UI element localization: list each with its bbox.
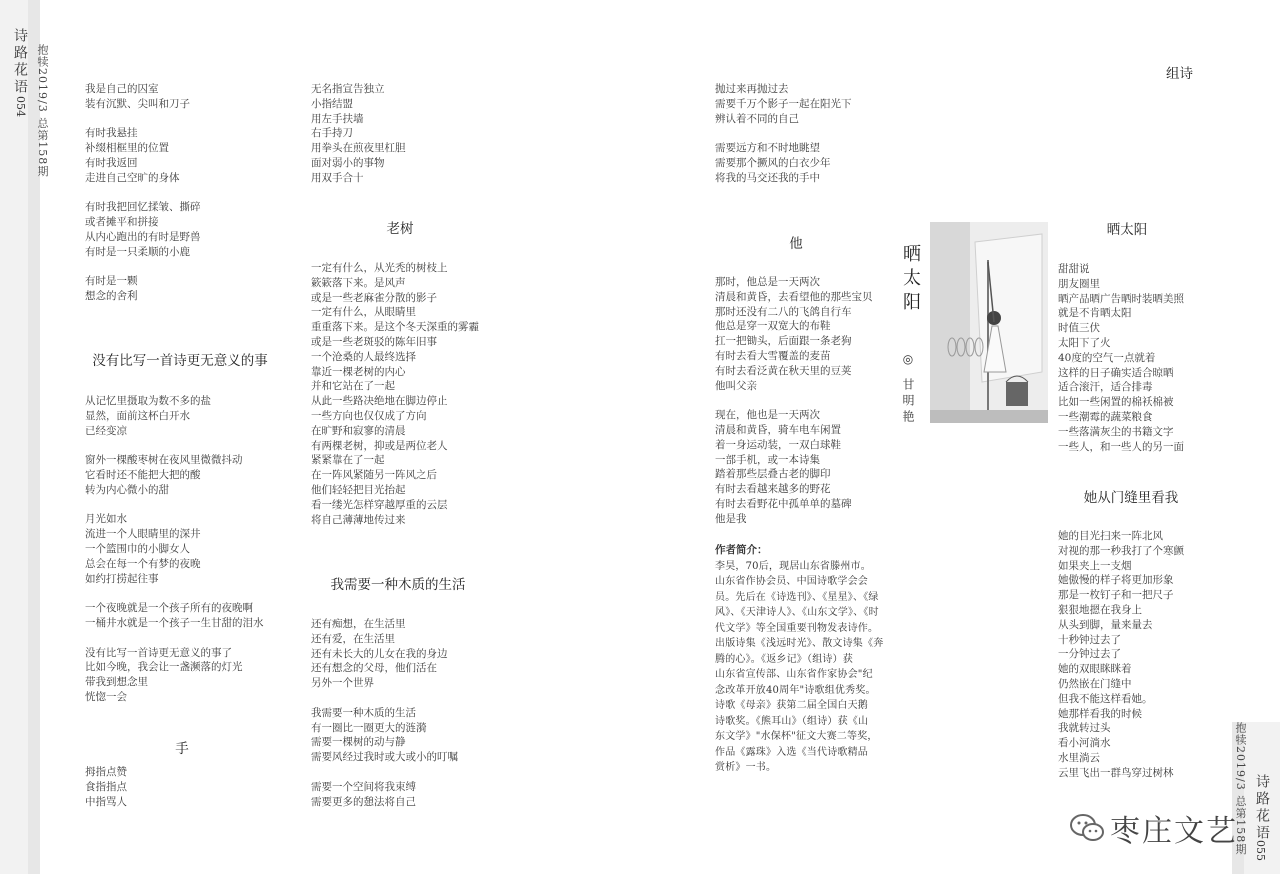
poem-line: 现在，他也是一天两次 <box>715 409 820 422</box>
stanza <box>715 141 852 185</box>
col2-top-stanzas <box>311 82 406 200</box>
poem-line: 还有痴想，在生活里 <box>311 618 406 630</box>
poem-line: 补缀相框里的位置 <box>85 142 169 155</box>
poem-sun-body <box>1058 262 1184 469</box>
bio-line: 赏析》一书。 <box>715 762 777 773</box>
poem-line: 一个夜晚就是一个孩子所有的夜晚啊 <box>85 602 253 615</box>
bio-line: 山东省作协会员、中国诗歌学会会 <box>715 576 868 587</box>
right-edge-tab <box>1232 722 1280 874</box>
poem-line: 需要一棵树的动与静 <box>311 736 406 749</box>
poem-line: 从头到脚，量来量去 <box>1058 618 1153 631</box>
stanza <box>311 780 458 810</box>
poem-line: 有时去看泛黄在秋天里的豆荚 <box>715 364 852 377</box>
poem-line: 或是一些老麻雀分散的影子 <box>311 291 437 304</box>
left-edge-tab <box>0 0 49 874</box>
stanza <box>85 394 264 438</box>
poem-line: 我需要一种木质的生活 <box>311 706 416 719</box>
series-label: 组诗 <box>1166 66 1193 82</box>
poem-line: 十秒钟过去了 <box>1058 633 1121 646</box>
poem-line: 我就转过头 <box>1058 722 1111 735</box>
poem-line: 有时我悬挂 <box>85 127 138 140</box>
illustration <box>930 222 1048 423</box>
poem-line: 有时我把回忆揉皱、撕碎 <box>85 201 201 214</box>
poem-line: 时值三伏 <box>1058 322 1100 335</box>
section-title-right: 诗路花语 <box>1254 774 1270 842</box>
poem-line: 她傲慢的样子将更加形象 <box>1058 574 1174 587</box>
stanza <box>311 617 458 691</box>
poem-line: 她的双眼眯眯着 <box>1058 663 1132 676</box>
bio-line: 李昊，70后，现居山东省滕州市。 <box>715 560 871 572</box>
poem-line: 从此一些路决绝地在脚边停止 <box>311 395 448 408</box>
poem-title-sun: 晒太阳 <box>1106 222 1148 238</box>
bio-line: 员。先后在《诗选刊》、《星星》、《绿 <box>715 591 879 603</box>
poem-title-him: 他 <box>789 236 803 252</box>
poem-line: 已经变凉 <box>85 424 127 437</box>
poem-line: 小指结盟 <box>311 97 353 110</box>
poem-line: 流进一个人眼睛里的深井 <box>85 528 201 541</box>
poem-line: 还有爱，在生活里 <box>311 632 395 645</box>
poem-line: 用左手扶墙 <box>311 112 364 125</box>
stanza <box>715 275 873 393</box>
poem-line: 有时去看越来越多的野花 <box>715 483 831 496</box>
poem-line: 中指骂人 <box>85 795 127 808</box>
stanza <box>85 453 264 497</box>
poem-line: 窗外一棵酸枣树在夜风里微微抖动 <box>85 454 243 467</box>
stanza <box>85 200 201 259</box>
bio-line: 作品《露珠》入选《当代诗歌精品 <box>715 746 868 758</box>
watermark-text: 枣庄文艺 <box>1110 814 1238 849</box>
bio-line: 念改革开放40周年"诗歌组优秀奖。 <box>715 684 876 696</box>
poem-line: 云里飞出一群鸟穿过树林 <box>1058 766 1174 779</box>
stanza <box>85 82 201 112</box>
stanza <box>311 706 458 765</box>
poem-line: 晒产品晒广告晒时装晒美照 <box>1058 292 1184 305</box>
poem-line: 用双手合十 <box>311 171 364 184</box>
poem-line: 一桶井水就是一个孩子一生甘甜的泪水 <box>85 616 264 629</box>
stanza <box>1058 262 1184 454</box>
poem-line: 用拳头在煎夜里杠胆 <box>311 142 406 155</box>
poem-line: 没有比写一首诗更无意义的事了 <box>85 646 232 659</box>
poem-line: 月光如水 <box>85 513 127 526</box>
poem-line: 总会在每一个有梦的夜晚 <box>85 557 201 570</box>
poem-line: 适合滚汗，适合排毒 <box>1058 381 1153 394</box>
poem-line: 这样的日子确实适合晾晒 <box>1058 366 1174 379</box>
poem-line: 一些人，和一些人的另一面 <box>1058 440 1184 453</box>
wechat-icon <box>1070 813 1104 843</box>
poem-line: 装有沉默、尖叫和刀子 <box>85 97 190 110</box>
bio-line: 诗歌《母亲》获第二届全国白天鹅 <box>715 700 868 711</box>
poem-line: 有时是一只柔顺的小鹿 <box>85 245 190 258</box>
poem-line: 将自己薄薄地传过来 <box>311 513 406 526</box>
feature-title: 晒太阳 <box>900 244 921 316</box>
poem-line: 一个篮围巾的小脚女人 <box>85 542 190 555</box>
poem-line: 但我不能这样看她。 <box>1058 692 1153 705</box>
poem-line: 带我到想念里 <box>85 676 148 689</box>
poem-line: 转为内心微小的甜 <box>85 483 169 496</box>
bio-line: 腾的心》。《返乡记》（组诗）获 <box>715 653 853 665</box>
poem-line: 辨认着不同的自己 <box>715 112 799 125</box>
stanza <box>311 261 479 527</box>
poem-line: 需要那个撅风的白衣少年 <box>715 156 831 169</box>
poem-line: 食指指点 <box>85 780 127 793</box>
poem-line: 她那样看我的时候 <box>1058 707 1142 720</box>
poem-line: 或者摊平和拼接 <box>85 216 159 229</box>
poem-line: 右手持刀 <box>311 127 353 140</box>
poem-line: 如约打捞起往事 <box>85 572 159 585</box>
wechat-watermark <box>1070 806 1238 850</box>
bio-label: 作者简介： <box>715 544 768 556</box>
bio-line: 山东省宣传部、山东省作家协会"纪 <box>715 669 873 680</box>
poem-line: 有一圈比一圈更大的涟漪 <box>311 721 427 734</box>
poem-line: 有时我返回 <box>85 156 138 169</box>
stanza <box>715 408 873 526</box>
poem-line: 那时，他总是一天两次 <box>715 276 820 288</box>
poem-title-wood: 我需要一种木质的生活 <box>330 577 466 593</box>
col3-top-stanzas <box>715 82 852 200</box>
poem-line: 想念的舍利 <box>85 290 138 303</box>
poem-line: 一部手机，或一本诗集 <box>715 453 820 466</box>
poem-line: 一些落满灰尘的书籍文字 <box>1058 425 1174 438</box>
poem-line: 靠近一棵老树的内心 <box>311 365 406 378</box>
poem-him-body <box>715 275 873 541</box>
poem-line: 比如一些闲置的棉袄棉被 <box>1058 396 1174 409</box>
bio-line: 代文学》等全国重要刊物发表诗作。 <box>715 622 879 634</box>
stanza <box>85 274 201 304</box>
page-number-right: 055 <box>1254 840 1267 861</box>
poem-line: 它看时还不能把大把的酸 <box>85 468 201 481</box>
poem-line: 从内心跑出的有时是野兽 <box>85 230 201 243</box>
poem-line: 踏着那些层叠古老的脚印 <box>715 468 831 481</box>
poem-line: 比如今晚，我会让一盏濒落的灯光 <box>85 661 243 674</box>
poem-line: 显然，面前这杯白开水 <box>85 409 190 422</box>
poem-door-body <box>1058 529 1184 795</box>
poem-line: 就是不肯晒太阳 <box>1058 307 1132 320</box>
poem-line: 或是一些老斑驳的陈年旧事 <box>311 335 437 348</box>
poem-title-tree: 老树 <box>386 221 414 237</box>
stanza <box>1058 529 1184 781</box>
poem-line: 无名指宣告独立 <box>311 83 385 95</box>
poem-line: 从记忆里摄取为数不多的盐 <box>85 395 211 407</box>
poem-line: 有时去看野花中孤单单的墓碑 <box>715 497 852 510</box>
poem-line: 如果夹上一支烟 <box>1058 559 1132 572</box>
poem-line: 我是自己的囚室 <box>85 83 159 95</box>
stanza <box>85 512 264 586</box>
poem-line: 太阳下了火 <box>1058 336 1111 349</box>
issue-label-right: 抱犊2019/3 总第158期 <box>1234 722 1247 856</box>
poem-line: 那时还没有二八的飞鸽自行车 <box>715 305 852 318</box>
poem-tree-body <box>311 261 479 542</box>
poem-line: 40度的空气一点就着 <box>1058 351 1156 364</box>
bio-line: 诗歌奖。《熊耳山》（组诗）获《山 <box>715 715 869 727</box>
poem-line: 他总是穿一双宽大的布鞋 <box>715 320 831 333</box>
poem-line: 她的目光扫来一阵北风 <box>1058 530 1163 542</box>
poem-line: 走进自己空旷的身体 <box>85 171 180 184</box>
poem-line: 着一身运动装，一双白球鞋 <box>715 438 841 451</box>
poem-line: 仍然嵌在门缝中 <box>1058 677 1132 690</box>
poem-line: 在旷野和寂寥的清晨 <box>311 424 406 437</box>
poem-line: 面对弱小的事物 <box>311 156 385 169</box>
poem-line: 一定有什么，从光秃的树枝上 <box>311 262 448 274</box>
poem-title-door: 她从门缝里看我 <box>1083 490 1179 506</box>
poem-line: 需要风经过我时或大或小的叮嘱 <box>311 751 458 764</box>
col1-top-stanzas <box>85 82 201 319</box>
poem-line: 清晨和黄昏，去看望他的那些宝贝 <box>715 290 873 303</box>
poem-line: 还有未长大的儿女在我的身边 <box>311 647 448 660</box>
poem-line: 抛过来再抛过去 <box>715 83 789 95</box>
poem-line: 将我的马交还我的手中 <box>715 171 820 184</box>
author-bio <box>715 543 893 776</box>
poem-line: 在一阵风紧随另一阵风之后 <box>311 469 437 482</box>
poem-line: 并和它站在了一起 <box>311 380 395 393</box>
bio-line: 东文学》"水保杯"征文大赛二等奖， <box>715 731 878 742</box>
girl-drying-sheet-illustration <box>930 222 1048 423</box>
poem-line: 另外一个世界 <box>311 677 374 690</box>
poem-line: 拇指点赞 <box>85 766 127 778</box>
poem-line: 恍惚一会 <box>85 690 127 703</box>
poem-line: 重重落下来。是这个冬天深重的雾霾 <box>311 321 479 334</box>
feature-author: ◎ 甘明艳 <box>901 352 915 426</box>
stanza <box>85 765 127 809</box>
poem-title-meaningless: 没有比写一首诗更无意义的事 <box>92 353 268 369</box>
poem-wood-body <box>311 617 458 824</box>
poem-line: 那是一枚钉子和一把尺子 <box>1058 589 1174 602</box>
poem-line: 一些潮霉的蔬菜粮食 <box>1058 410 1153 423</box>
poem-line: 他们轻轻把目光抬起 <box>311 483 406 496</box>
poem-line: 簌簌落下来。是风声 <box>311 276 406 289</box>
poem-line: 扛一把锄头，后面跟一条老狗 <box>715 335 852 348</box>
poem-line: 清晨和黄昏，骑车电车闲置 <box>715 423 841 436</box>
stanza <box>85 646 264 705</box>
poem-line: 看一缕光怎样穿越厚重的云层 <box>311 498 448 511</box>
stanza <box>85 126 201 185</box>
poem-line: 需要更多的憩法将自己 <box>311 795 416 808</box>
bio-lines <box>715 559 893 776</box>
poem-line: 一个沧桑的人最终选择 <box>311 350 416 363</box>
poem-line: 紧紧靠在了一起 <box>311 454 385 467</box>
poem-line: 狠狠地摁在我身上 <box>1058 603 1142 616</box>
poem-meaningless-body <box>85 394 264 720</box>
poem-line: 需要一个空间将我束缚 <box>311 780 416 793</box>
bio-line: 风》、《天津诗人》、《山东文学》、《时 <box>715 607 879 618</box>
poem-line: 他是我 <box>715 512 747 525</box>
poem-line: 需要远方和不时地眺望 <box>715 142 820 155</box>
poem-line: 他叫父亲 <box>715 379 757 392</box>
poem-hand-body <box>85 765 127 824</box>
poem-line: 有两棵老树，抑或是两位老人 <box>311 439 448 452</box>
bio-line: 出版诗集《浅远时光》、散文诗集《奔 <box>715 638 884 649</box>
issue-label: 抱犊2019/3 总第158期 <box>36 44 49 178</box>
poem-line: 一定有什么，从眼睛里 <box>311 306 416 319</box>
stanza <box>715 82 852 126</box>
stanza <box>85 601 264 631</box>
poem-line: 一些方向也仅仅成了方向 <box>311 409 427 422</box>
poem-line: 看小河淌水 <box>1058 737 1111 750</box>
poem-line: 甜甜说 <box>1058 263 1090 275</box>
poem-line: 水里淌云 <box>1058 751 1100 764</box>
poem-line: 还有想念的父母，他们活在 <box>311 662 437 675</box>
poem-line: 朋友圈里 <box>1058 277 1100 290</box>
poem-line: 需要千万个影子一起在阳光下 <box>715 97 852 110</box>
poem-line: 有时去看大雪覆盖的麦苗 <box>715 349 831 362</box>
poem-line: 对视的那一秒我打了个寒颤 <box>1058 544 1184 557</box>
section-title: 诗路花语 <box>12 28 28 96</box>
poem-line: 一分钟过去了 <box>1058 648 1121 661</box>
page-number: 054 <box>14 96 27 117</box>
poem-title-hand: 手 <box>175 741 189 757</box>
poem-line: 有时是一颗 <box>85 275 138 288</box>
stanza <box>311 82 406 186</box>
